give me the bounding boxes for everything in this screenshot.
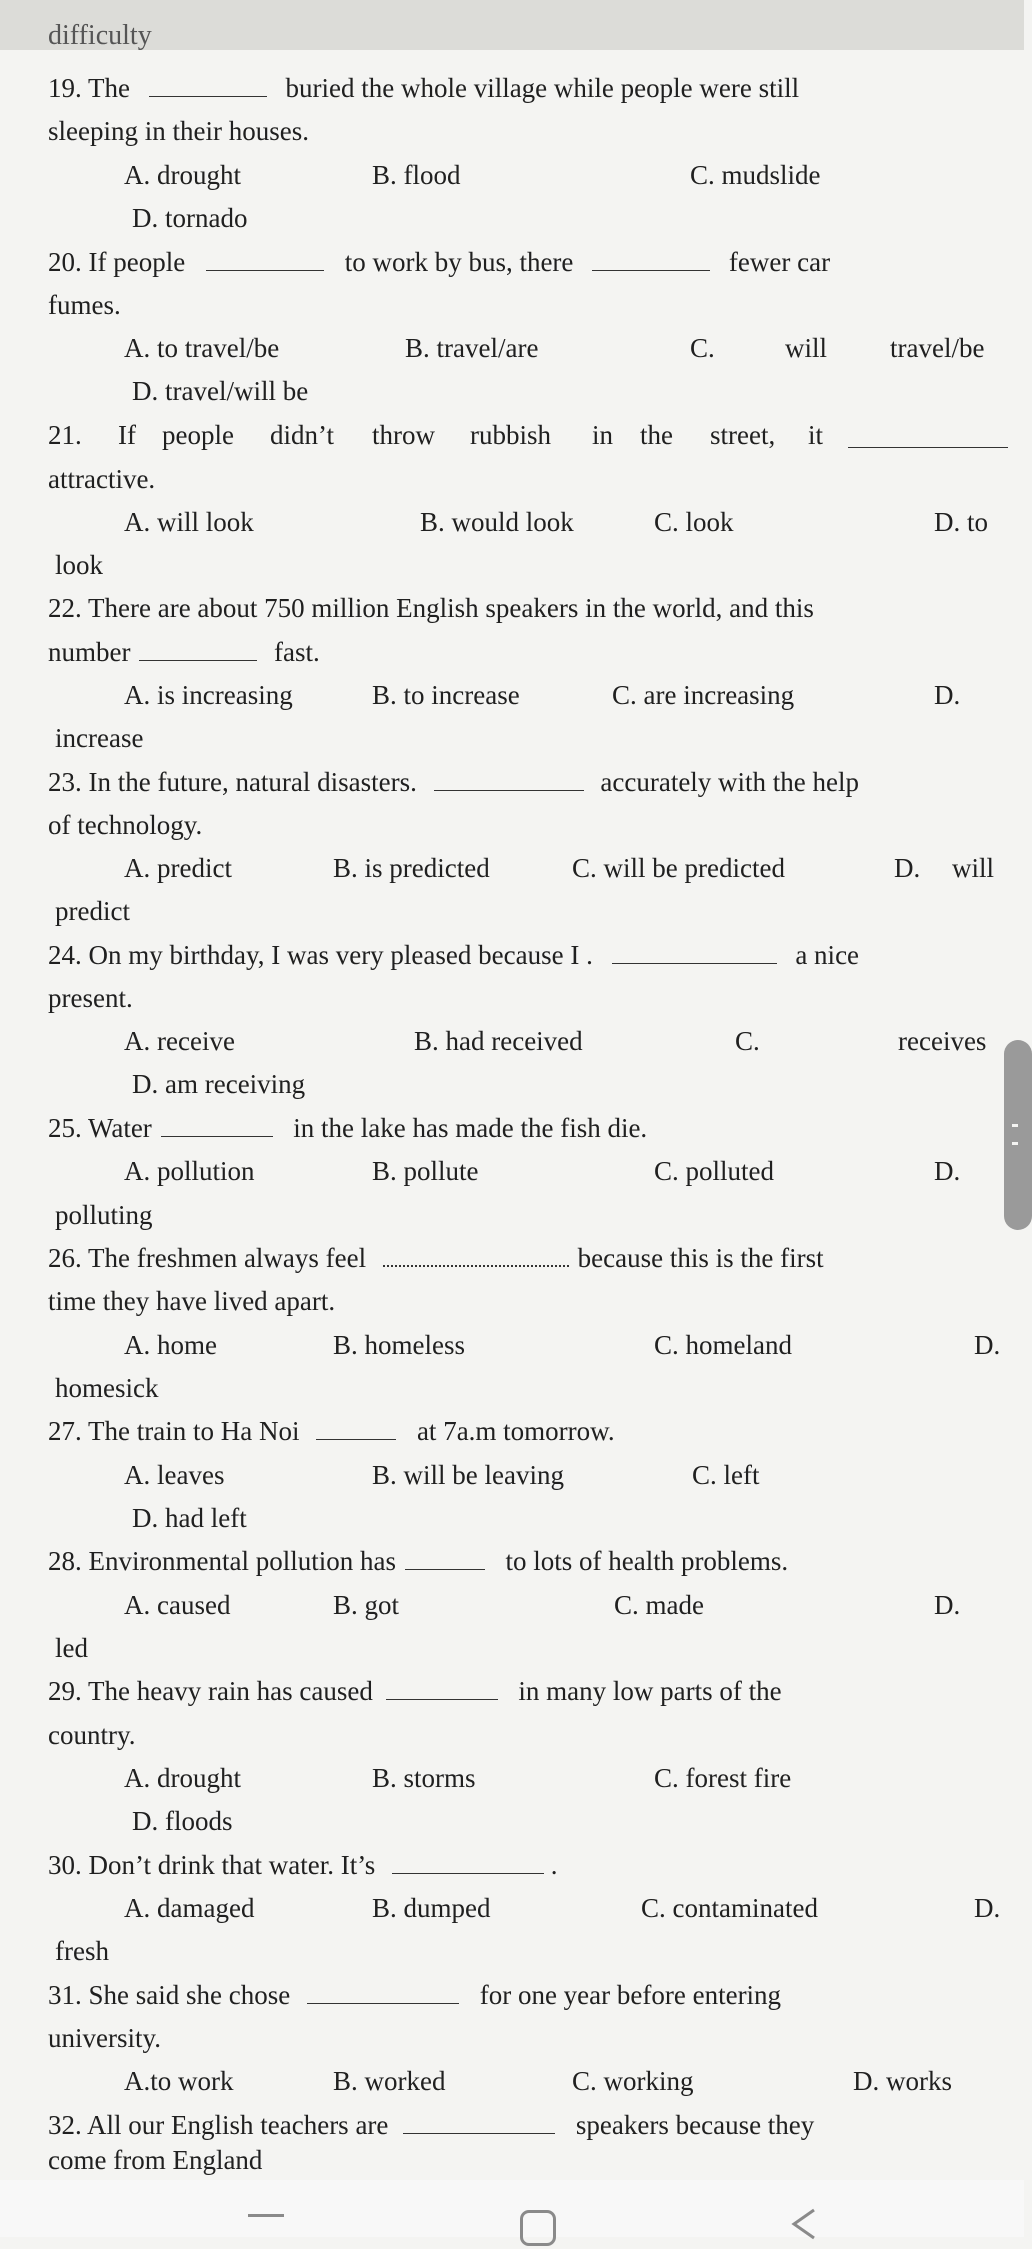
q31-option-c: C. working	[572, 2066, 694, 2096]
q19-option-a: A. drought	[124, 160, 241, 190]
q22-answer-blank	[139, 636, 257, 661]
q23-option-b: B. is predicted	[333, 853, 490, 883]
q23-answer-blank	[434, 766, 584, 791]
q26-option-b: B. homeless	[333, 1330, 465, 1360]
q21-line-2: attractive.	[48, 464, 156, 494]
q20-option-c-letter: C.	[690, 333, 715, 363]
q26-stem-start: 26. The freshmen always feel	[48, 1243, 367, 1273]
q25-option-b: B. pollute	[372, 1156, 479, 1186]
recent-apps-icon[interactable]	[248, 2214, 284, 2217]
q29-option-d: D. floods	[132, 1806, 233, 1836]
q25-stem-start: 25. Water	[48, 1113, 152, 1143]
q21-option-c: C. look	[654, 507, 734, 537]
q27-stem-end: at 7a.m tomorrow.	[416, 1416, 615, 1446]
q30-stem-end: .	[550, 1850, 558, 1880]
q20-answer-blank-1	[206, 246, 324, 271]
q32-line-2: come from England	[48, 2145, 263, 2175]
q23-option-d-word: will	[952, 853, 995, 883]
q32-line-2-clip	[48, 2145, 448, 2175]
q28-answer-blank	[405, 1545, 485, 1570]
q22-option-c: C. are increasing	[612, 680, 795, 710]
q27-option-a: A. leaves	[124, 1460, 225, 1490]
q25-stem-end: in the lake has made the fish die.	[293, 1113, 648, 1143]
scrollbar-grip-top	[1012, 1124, 1018, 1127]
q21-option-a: A. will look	[124, 507, 254, 537]
q21-option-b: B. would look	[420, 507, 574, 537]
q21-answer-blank	[848, 423, 1008, 448]
q22-option-b: B. to increase	[372, 680, 520, 710]
q27-option-b: B. will be leaving	[372, 1460, 564, 1490]
q27-answer-blank	[316, 1415, 396, 1440]
q27-line-1	[48, 1413, 615, 1449]
q23-option-d-letter: D.	[894, 853, 921, 883]
q28-stem-end: to lots of health problems.	[505, 1546, 789, 1576]
q30-option-d-continued: fresh	[55, 1936, 109, 1966]
q24-option-d: D. am receiving	[132, 1069, 306, 1099]
q21-option-d: D. to	[934, 507, 988, 537]
q29-stem-end: in many low parts of the	[518, 1676, 782, 1706]
q28-option-b: B. got	[333, 1590, 400, 1620]
q22-line-1: 22. There are about 750 million English speakers in the world, and this	[48, 593, 814, 623]
q21-word-rubbish: rubbish	[470, 420, 551, 450]
q24-stem-start: 24. On my birthday, I was very pleased because I .	[48, 940, 593, 970]
q21-word-throw: throw	[372, 420, 435, 450]
q19-option-b: B. flood	[372, 160, 461, 190]
q20-stem-end: fewer car	[728, 247, 831, 277]
q21-word-people: people	[162, 420, 234, 450]
q24-stem-end: a nice	[795, 940, 860, 970]
q30-option-d: D.	[974, 1893, 1001, 1923]
q31-stem-end: for one year before entering	[479, 1980, 782, 2010]
q27-option-c: C. left	[692, 1460, 760, 1490]
q19-answer-blank	[149, 72, 267, 97]
q19-option-c: C. mudslide	[690, 160, 821, 190]
q31-option-b: B. worked	[333, 2066, 446, 2096]
q32-line-1	[48, 2107, 814, 2143]
q23-option-a: A. predict	[124, 853, 232, 883]
q32-stem-start: 32. All our English teachers are	[48, 2110, 389, 2140]
q21-num: 21.	[48, 420, 82, 450]
q21-word-if: If	[118, 420, 136, 450]
q22-line-2	[48, 634, 320, 670]
q21-word-street: street,	[710, 420, 776, 450]
q29-option-c: C. forest fire	[654, 1763, 792, 1793]
q29-option-b: B. storms	[372, 1763, 476, 1793]
home-icon[interactable]	[520, 2210, 556, 2246]
q29-answer-blank	[386, 1675, 498, 1700]
q22-option-d: D.	[934, 680, 961, 710]
q19-line-2: sleeping in their houses.	[48, 116, 309, 146]
q24-option-b: B. had received	[414, 1026, 583, 1056]
q30-option-c: C. contaminated	[641, 1893, 818, 1923]
navigation-bar	[0, 2180, 1024, 2237]
q20-line-2: fumes.	[48, 290, 121, 320]
q24-option-a: A. receive	[124, 1026, 235, 1056]
q23-option-c: C. will be predicted	[572, 853, 785, 883]
q21-word-it: it	[808, 420, 824, 450]
q29-line-2: country.	[48, 1720, 136, 1750]
q29-line-1	[48, 1673, 782, 1709]
q20-option-b: B. travel/are	[405, 333, 539, 363]
q28-option-d: D.	[934, 1590, 961, 1620]
q21-word-the: the	[640, 420, 673, 450]
q31-line-1	[48, 1977, 781, 2013]
q28-line-1	[48, 1543, 788, 1579]
q31-stem-start: 31. She said she chose	[48, 1980, 291, 2010]
q20-option-d: D. travel/will be	[132, 376, 309, 406]
q26-option-c: C. homeland	[654, 1330, 792, 1360]
q24-option-c-letter: C.	[735, 1026, 760, 1056]
q25-answer-blank	[161, 1112, 273, 1137]
q20-stem-middle: to work by bus, there	[344, 247, 574, 277]
q23-stem-end: accurately with the help	[600, 767, 860, 797]
q25-option-c: C. polluted	[654, 1156, 774, 1186]
back-icon[interactable]	[784, 2204, 824, 2249]
q31-option-d: D. works	[853, 2066, 952, 2096]
q19-stem-end: buried the whole village while people were still	[285, 73, 800, 103]
back-arrow-icon	[784, 2204, 824, 2244]
q20-answer-blank-2	[592, 246, 710, 271]
q26-stem-end: because this is the first	[577, 1243, 824, 1273]
q19-option-d: D. tornado	[132, 203, 248, 233]
q28-option-c: C. made	[614, 1590, 704, 1620]
q28-option-a: A. caused	[124, 1590, 231, 1620]
q25-option-a: A. pollution	[124, 1156, 255, 1186]
q28-stem-start: 28. Environmental pollution has	[48, 1546, 396, 1576]
q26-option-d-continued: homesick	[55, 1373, 159, 1403]
q31-option-a: A.to work	[124, 2066, 234, 2096]
q30-answer-blank	[392, 1849, 544, 1874]
scrollbar-grip-bottom	[1012, 1142, 1018, 1145]
q32-stem-end: speakers because they	[575, 2110, 815, 2140]
cut-off-text: difficulty	[48, 20, 152, 51]
q26-option-a: A. home	[124, 1330, 217, 1360]
q30-option-b: B. dumped	[372, 1893, 491, 1923]
q24-option-c-word: receives	[898, 1026, 987, 1056]
q27-option-d: D. had left	[132, 1503, 247, 1533]
q23-stem-start: 23. In the future, natural disasters.	[48, 767, 417, 797]
q30-stem-start: 30. Don’t drink that water. It’s	[48, 1850, 376, 1880]
q26-option-d: D.	[974, 1330, 1001, 1360]
q29-option-a: A. drought	[124, 1763, 241, 1793]
q23-line-2: of technology.	[48, 810, 203, 840]
q31-answer-blank	[307, 1979, 459, 2004]
q20-option-c-word2: travel/be	[890, 333, 985, 363]
q20-line-1	[48, 244, 830, 280]
q31-line-2: university.	[48, 2023, 161, 2053]
q23-option-d-continued: predict	[55, 896, 130, 926]
q24-line-1	[48, 937, 859, 973]
q30-option-a: A. damaged	[124, 1893, 255, 1923]
q20-option-a: A. to travel/be	[124, 333, 280, 363]
q22-stem-end: fast.	[273, 637, 320, 667]
q25-line-1	[48, 1110, 647, 1146]
q24-answer-blank	[612, 939, 777, 964]
q26-answer-dots	[383, 1241, 569, 1267]
q29-stem-start: 29. The heavy rain has caused	[48, 1676, 373, 1706]
q30-line-1	[48, 1847, 557, 1883]
q27-stem-start: 27. The train to Ha Noi	[48, 1416, 300, 1446]
q21-option-d-continued: look	[55, 550, 104, 580]
q20-option-c-word1: will	[785, 333, 828, 363]
q23-line-1	[48, 764, 859, 800]
q26-line-2: time they have lived apart.	[48, 1286, 336, 1316]
q24-line-2: present.	[48, 983, 133, 1013]
q26-line-1	[48, 1240, 824, 1276]
q19-line-1	[48, 70, 799, 106]
q28-option-d-continued: led	[55, 1633, 88, 1663]
q32-answer-blank	[403, 2109, 555, 2134]
q25-option-d: D.	[934, 1156, 961, 1186]
q22-option-a: A. is increasing	[124, 680, 293, 710]
q21-word-in: in	[592, 420, 614, 450]
q21-word-didnt: didn’t	[270, 420, 335, 450]
q22-option-d-continued: increase	[55, 723, 144, 753]
q22-stem-start: number	[48, 637, 131, 667]
q19-stem-start: 19. The	[48, 73, 130, 103]
q25-option-d-continued: polluting	[55, 1200, 153, 1230]
q20-stem-start: 20. If people	[48, 247, 186, 277]
scrollbar-thumb[interactable]	[1004, 1040, 1032, 1230]
